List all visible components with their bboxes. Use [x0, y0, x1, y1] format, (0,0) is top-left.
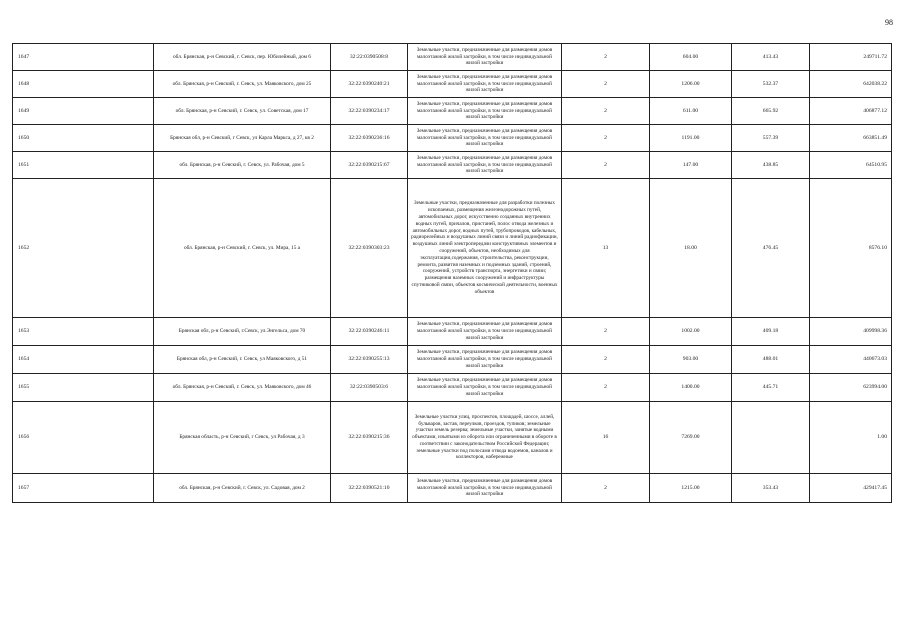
address-cell: обл. Брянская, р-н Севский, г. Севск, ул. Маяковского, дом 46 — [154, 374, 331, 402]
row-number: 1653 — [13, 318, 154, 346]
cadastral-value-table — [12, 43, 892, 503]
area-cell: 1215.00 — [650, 474, 732, 503]
cadastral-number-cell: 32:22:0390215:36 — [331, 402, 408, 474]
table-row — [13, 44, 892, 71]
land-use-category-cell: Земельные участки, предназначенные для размещения домов малоэтажной жилой застройки, в том числе индивидуальной жилой застройки — [408, 318, 562, 346]
address-cell: обл. Брянская, р-н Севский, г. Севск, пер. Юбилейный, дом 6 — [154, 44, 331, 71]
address-cell: обл. Брянская, р-н Севский, г. Севск, ул. Мира, 15 а — [154, 179, 331, 318]
cadastral-number-cell: 32:22:0390255:13 — [331, 346, 408, 374]
area-cell: 1206.00 — [650, 71, 732, 98]
area-cell: 1400.00 — [650, 374, 732, 402]
table-body — [13, 44, 892, 503]
category-code-cell: 2 — [562, 152, 650, 179]
cadastral-number-cell: 32:22:0390234:17 — [331, 98, 408, 125]
specific-value-cell — [732, 402, 810, 474]
cadastral-value-cell: 429417.45 — [810, 474, 892, 503]
row-number: 1654 — [13, 346, 154, 374]
table-row — [13, 71, 892, 98]
cadastral-number-cell: 32:22:0390240:21 — [331, 71, 408, 98]
table-row — [13, 125, 892, 152]
specific-value-cell: 557.39 — [732, 125, 810, 152]
cadastral-value-cell: 642038.22 — [810, 71, 892, 98]
area-cell: 604.00 — [650, 44, 732, 71]
table-row — [13, 346, 892, 374]
page-number: 98 — [885, 18, 893, 27]
row-number: 1649 — [13, 98, 154, 125]
cadastral-value-cell: 663851.49 — [810, 125, 892, 152]
cadastral-number-cell: 32:22:0390503:6 — [331, 374, 408, 402]
address-cell: обл. Брянская, р-н Севский, г. Севск, ул. Маяковского, дом 25 — [154, 71, 331, 98]
area-cell: 7269.00 — [650, 402, 732, 474]
cadastral-value-cell: 406877.12 — [810, 98, 892, 125]
specific-value-cell: 353.43 — [732, 474, 810, 503]
row-number: 1648 — [13, 71, 154, 98]
specific-value-cell: 413.43 — [732, 44, 810, 71]
table-row — [13, 474, 892, 503]
cadastral-number-cell: 32:22:0390246:11 — [331, 318, 408, 346]
category-code-cell: 2 — [562, 71, 650, 98]
land-use-category-cell: Земельные участки, предназначенные для размещения домов малоэтажной жилой застройки, в том числе индивидуальной жилой застройки — [408, 98, 562, 125]
specific-value-cell: 476.45 — [732, 179, 810, 318]
row-number: 1657 — [13, 474, 154, 503]
land-use-category-cell: Земельные участки, предназначенные для размещения домов малоэтажной жилой застройки, в том числе индивидуальной жилой застройки — [408, 374, 562, 402]
row-number: 1655 — [13, 374, 154, 402]
category-code-cell: 2 — [562, 98, 650, 125]
row-number: 1647 — [13, 44, 154, 71]
table-row — [13, 98, 892, 125]
category-code-cell: 2 — [562, 125, 650, 152]
area-cell: 147.00 — [650, 152, 732, 179]
land-use-category-cell: Земельные участки, предназначенные для размещения домов малоэтажной жилой застройки, в том числе индивидуальной жилой застройки — [408, 44, 562, 71]
row-number: 1651 — [13, 152, 154, 179]
table-row — [13, 179, 892, 318]
specific-value-cell: 438.85 — [732, 152, 810, 179]
cadastral-value-cell: 64510.95 — [810, 152, 892, 179]
cadastral-number-cell: 32:22:0390215:67 — [331, 152, 408, 179]
table-row — [13, 318, 892, 346]
land-use-category-cell: Земельные участки, предназначенные для размещения домов малоэтажной жилой застройки, в том числе индивидуальной жилой застройки — [408, 71, 562, 98]
address-cell: Брянская область, р-н Севский, г Севск, ул Рабочая, д 3 — [154, 402, 331, 474]
address-cell: обл. Брянская, р-н Севский, г. Севск, ул. Садовая, дом 2 — [154, 474, 331, 503]
address-cell: обл. Брянская, р-н Севский, г. Севск, ул. Советская, дом 17 — [154, 98, 331, 125]
category-code-cell: 2 — [562, 318, 650, 346]
land-use-category-cell: Земельные участки, предназначенные для размещения домов малоэтажной жилой застройки, в том числе индивидуальной жилой застройки — [408, 152, 562, 179]
area-cell: 903.00 — [650, 346, 732, 374]
cadastral-value-cell: 409998.36 — [810, 318, 892, 346]
land-use-category-cell: Земельные участки, предназначенные для размещения домов малоэтажной жилой застройки, в том числе индивидуальной жилой застройки — [408, 474, 562, 503]
area-cell: 611.00 — [650, 98, 732, 125]
specific-value-cell: 445.71 — [732, 374, 810, 402]
land-use-category-cell: Земельные участки, предназначенные для размещения домов малоэтажной жилой застройки, в том числе индивидуальной жилой застройки — [408, 346, 562, 374]
category-code-cell: 2 — [562, 44, 650, 71]
area-cell: 1191.00 — [650, 125, 732, 152]
category-code-cell: 2 — [562, 346, 650, 374]
specific-value-cell: 532.37 — [732, 71, 810, 98]
land-use-category-cell: Земельные участки, предназначенные для размещения домов малоэтажной жилой застройки, в том числе индивидуальной жилой застройки — [408, 125, 562, 152]
cadastral-number-cell: 32:22:0390303:23 — [331, 179, 408, 318]
table-row — [13, 152, 892, 179]
category-code-cell: 2 — [562, 474, 650, 503]
cadastral-value-cell: 440673.03 — [810, 346, 892, 374]
land-use-category-cell: Земельные участки улиц, проспектов, площадей, шоссе, аллей, бульваров, застав, переулков, проездов, тупиков; земельные участки земель резерва; земельные участки, занятые водными объектами, изъятыми из оборота или ограниченными в обороте в соответствии с законодательством Российской Федерации; земельные участки под полосами отвода водоемов, каналов и коллекторов, набережные — [408, 402, 562, 474]
cadastral-value-cell: 8576.10 — [810, 179, 892, 318]
table-row — [13, 402, 892, 474]
area-cell: 1002.00 — [650, 318, 732, 346]
row-number: 1652 — [13, 179, 154, 318]
specific-value-cell: 665.92 — [732, 98, 810, 125]
cadastral-number-cell: 32:22:0390508:8 — [331, 44, 408, 71]
address-cell: Брянская обл, р-н Севский, г. Севск, ул Маяковского, д 51 — [154, 346, 331, 374]
address-cell: обл. Брянская, р-н Севский, г. Севск, ул. Рабочая, дом 5 — [154, 152, 331, 179]
row-number: 1656 — [13, 402, 154, 474]
category-code-cell: 16 — [562, 402, 650, 474]
address-cell: Брянская обл, р-н Севский, г.Севск, ул.Энгельса, дом 70 — [154, 318, 331, 346]
land-use-category-cell: Земельные участки, предназначенные для разработки полезных ископаемых, размещения железнодорожных путей, автомобильных дорог, искусственно созданных внутренних водных путей, причалов, пристаней, полос отвода железных и автомобильных дорог, водных путей, трубопроводов, кабельных, радиорелейных и воздушных линий связи и линий радиофикации, воздушных линий электропередачи конструктивных элементов и сооружений, объектов, необходимых для эксплуатации,содержания, строительства, реконструкции, ремонта, развития наземных и подземных зданий, строений, сооружений, устройств транспорта, энергетики и связи; размещения наземных сооружений и инфраструктуры спутниковой связи, объектов космической деятельности, военных объектов — [408, 179, 562, 318]
specific-value-cell: 488.01 — [732, 346, 810, 374]
category-code-cell: 2 — [562, 374, 650, 402]
area-cell: 18.00 — [650, 179, 732, 318]
cadastral-value-cell: 1.00 — [810, 402, 892, 474]
cadastral-number-cell: 32:22:0390236:16 — [331, 125, 408, 152]
category-code-cell: 13 — [562, 179, 650, 318]
address-cell: Брянская обл, р-н Севский, г Севск, ул Карла Маркса, д 27, кв 2 — [154, 125, 331, 152]
cadastral-number-cell: 32:22:0390521:10 — [331, 474, 408, 503]
specific-value-cell: 409.18 — [732, 318, 810, 346]
cadastral-value-cell: 249711.72 — [810, 44, 892, 71]
table-row — [13, 374, 892, 402]
row-number: 1650 — [13, 125, 154, 152]
cadastral-value-cell: 623994.00 — [810, 374, 892, 402]
